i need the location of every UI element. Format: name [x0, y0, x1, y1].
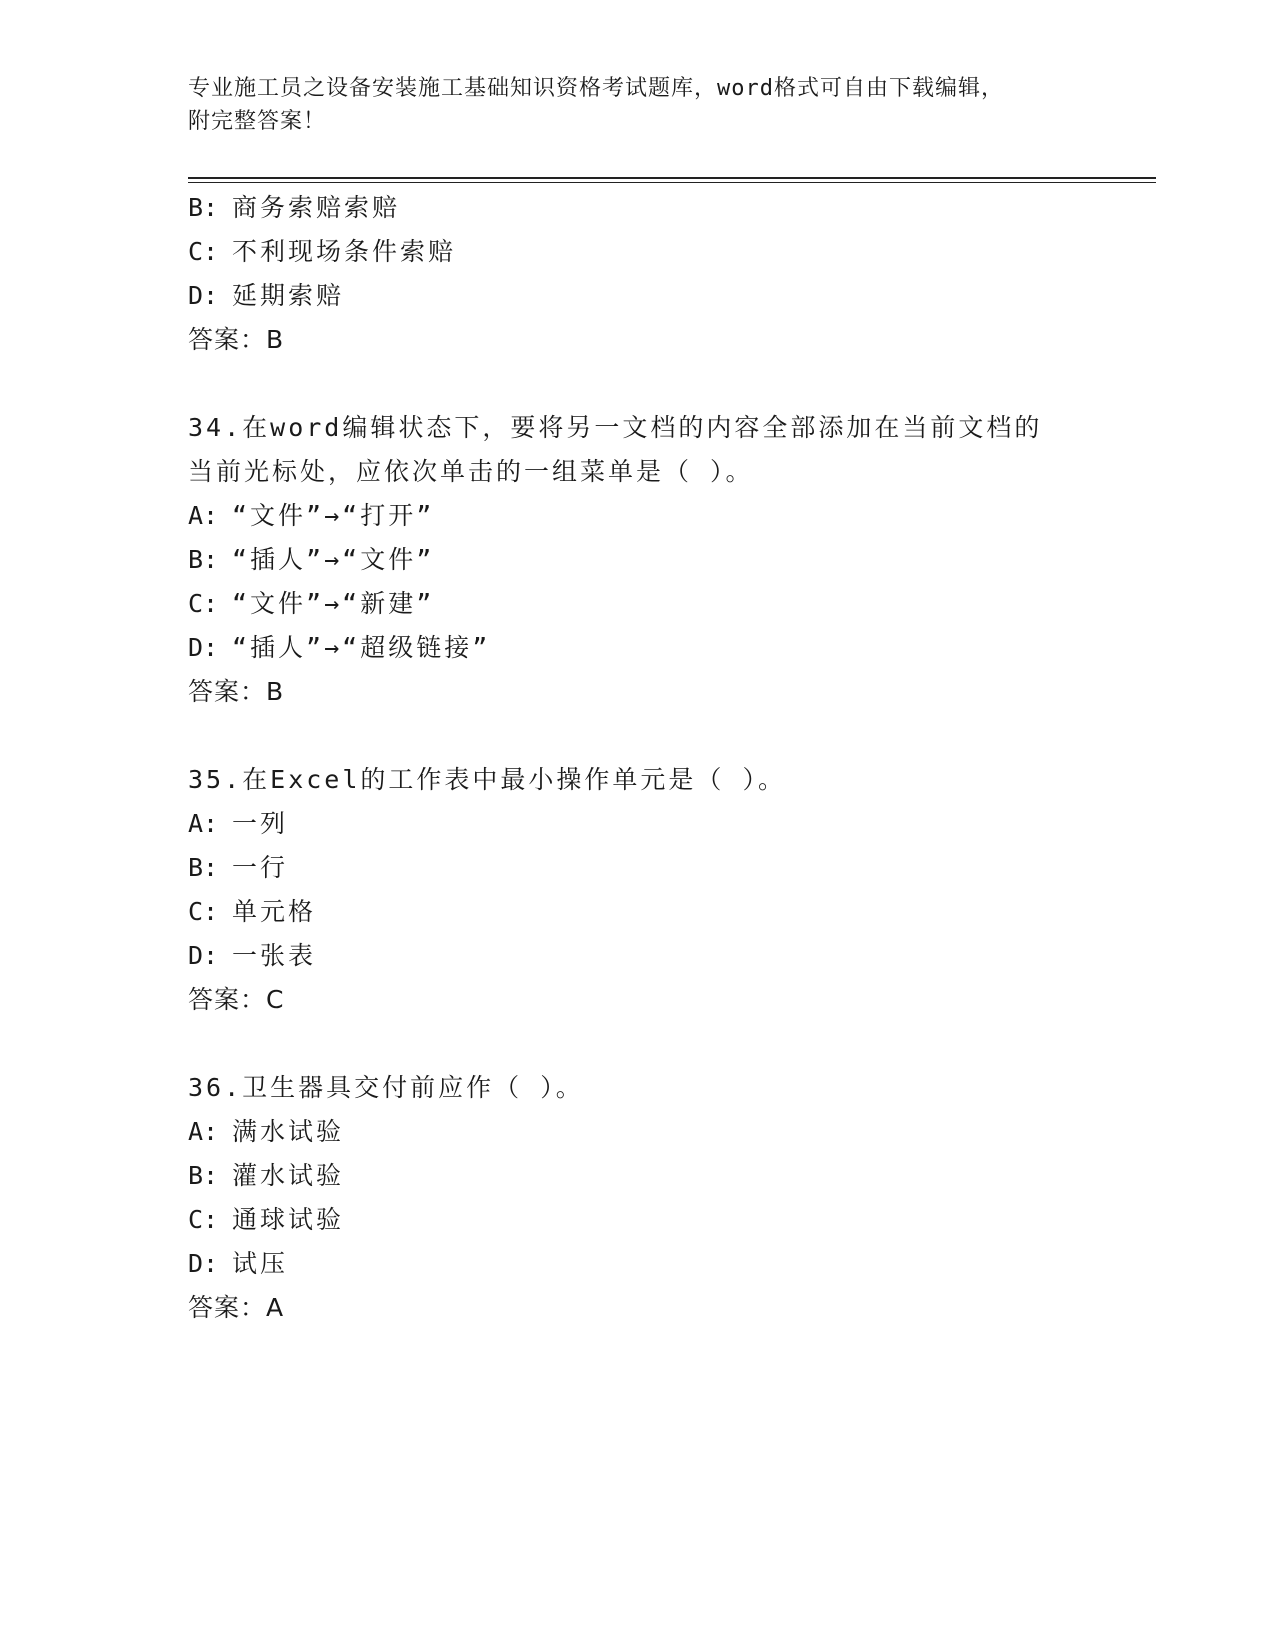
option-letter: C:	[188, 897, 219, 926]
header-divider-top	[188, 177, 1156, 179]
header-line-1: 专业施工员之设备安装施工基础知识资格考试题库，word格式可自由下载编辑，	[188, 76, 1004, 101]
q35-stem: 35.在Excel的工作表中最小操作单元是（ ）。	[188, 765, 786, 794]
q35-option-a	[188, 808, 288, 840]
option-text: 满水试验	[232, 1117, 345, 1146]
q36-option-a	[188, 1116, 344, 1148]
option-letter: D:	[188, 281, 219, 310]
q33-option-b	[188, 192, 400, 224]
option-text: “文件”→“新建”	[232, 589, 435, 618]
q35-option-d	[188, 940, 316, 972]
option-letter: C:	[188, 589, 219, 618]
q34-option-b	[188, 544, 434, 576]
q35-option-b	[188, 852, 288, 884]
q36-option-d	[188, 1248, 288, 1280]
option-letter: B:	[188, 853, 219, 882]
q34-option-c	[188, 588, 434, 620]
q36-answer: 答案：A	[188, 1293, 285, 1322]
q36-option-b	[188, 1160, 344, 1192]
option-letter: D:	[188, 941, 219, 970]
q36-stem: 36.卫生器具交付前应作（ ）。	[188, 1073, 584, 1102]
option-letter: D:	[188, 633, 219, 662]
option-text: 商务索赔索赔	[232, 193, 401, 222]
option-text: “文件”→“打开”	[232, 501, 435, 530]
option-text: 一张表	[232, 941, 317, 970]
q33-option-c	[188, 236, 456, 268]
q35-option-c	[188, 896, 316, 928]
q34-stem-line-1: 34.在word编辑状态下，要将另一文档的内容全部添加在当前文档的	[188, 413, 1043, 442]
option-letter: A:	[188, 1117, 219, 1146]
q34-stem-line-2: 当前光标处，应依次单击的一组菜单是（ ）。	[188, 457, 754, 486]
header-line-2: 附完整答案！	[188, 109, 327, 134]
q34-answer: 答案：B	[188, 677, 285, 706]
option-letter: D:	[188, 1249, 219, 1278]
q34-option-d	[188, 632, 490, 664]
option-text: 一列	[232, 809, 289, 838]
option-letter: A:	[188, 809, 219, 838]
option-letter: B:	[188, 1161, 219, 1190]
q33-answer: 答案：B	[188, 325, 285, 354]
option-letter: B:	[188, 193, 219, 222]
option-text: 不利现场条件索赔	[232, 237, 457, 266]
option-letter: A:	[188, 501, 219, 530]
option-letter: C:	[188, 1205, 219, 1234]
q33-option-d	[188, 280, 344, 312]
option-text: 一行	[232, 853, 289, 882]
document-header	[188, 72, 1068, 138]
option-letter: B:	[188, 545, 219, 574]
option-text: 通球试验	[232, 1205, 345, 1234]
option-text: 灌水试验	[232, 1161, 345, 1190]
header-divider-bottom	[188, 182, 1156, 183]
option-letter: C:	[188, 237, 219, 266]
q35-answer: 答案：C	[188, 985, 285, 1014]
option-text: 延期索赔	[232, 281, 345, 310]
option-text: “插人”→“文件”	[232, 545, 435, 574]
option-text: 试压	[232, 1249, 289, 1278]
option-text: “插人”→“超级链接”	[232, 633, 491, 662]
option-text: 单元格	[232, 897, 317, 926]
q36-option-c	[188, 1204, 344, 1236]
q34-option-a	[188, 500, 434, 532]
